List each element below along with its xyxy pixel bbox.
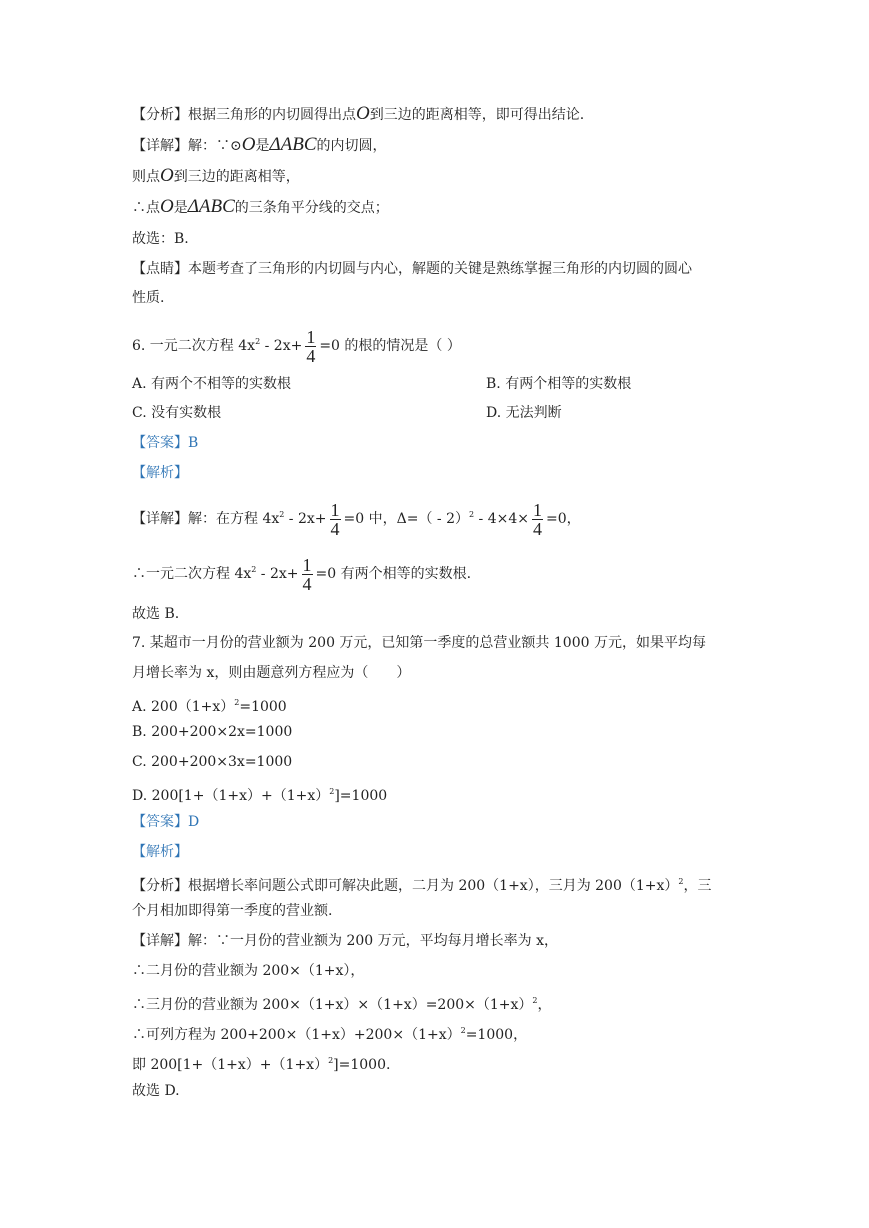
q7-detail-line-5: 即 $200[1+(1+x)+(1+x)^2]=1000$. bbox=[132, 1056, 391, 1073]
q7-detail-line-2: ∴二月份的营业额为 200×（1+x）， bbox=[132, 963, 365, 979]
q7-option-d: D. $200[1+(1+x)+(1+x)^2]=1000$ bbox=[132, 787, 388, 804]
q6-option-d: D. 无法判断 bbox=[486, 405, 562, 421]
q7-option-a: A. $200(1+x)^2=1000$ bbox=[132, 698, 287, 715]
q6-conclusion: ∴一元二次方程 $4x^2 - 2x+$ $\frac{1}{4}$ =0 有两个相等的实数根. bbox=[132, 554, 472, 594]
q5-detail-line-2: 则点O到三边的距离相等， bbox=[132, 165, 300, 186]
q7-answer: 【答案】D bbox=[132, 814, 200, 830]
q6-option-b: B. 有两个相等的实数根 bbox=[486, 376, 632, 392]
q5-choice: 故选：B. bbox=[132, 231, 189, 247]
q6-stem: 6. 一元二次方程 $4x^2 - 2x+$ $\frac{1}{4}$ =0 的根的情况是（ ） bbox=[132, 326, 461, 366]
q7-stem-line-1: 7. 某超市一月份的营业额为 200 万元，已知第一季度的总营业额共 1000 万元，如果平均每 bbox=[132, 635, 706, 651]
q5-detail-line: 【详解】解：∵⊙O是ΔABC的内切圆， bbox=[132, 134, 387, 155]
comment-label: 【点睛】 bbox=[132, 261, 188, 277]
q7-choice: 故选 D. bbox=[132, 1083, 180, 1099]
detail-label: 【详解】 bbox=[132, 138, 188, 154]
fraction-one-quarter: $\frac{1}{4}$ bbox=[306, 326, 316, 366]
fraction-one-quarter: $\frac{1}{4}$ bbox=[533, 499, 542, 539]
q5-detail-line-3: ∴点O是ΔABC的三条角平分线的交点； bbox=[132, 196, 389, 217]
q6-option-a: A. 有两个不相等的实数根 bbox=[132, 376, 292, 392]
analysis-label: 【分析】 bbox=[132, 878, 188, 894]
q7-detail-line-3: ∴三月份的营业额为 $200\times(1+x)\times(1+x)=200\times(1+x)^2$， bbox=[132, 996, 552, 1013]
q5-analysis-line: 【分析】根据三角形的内切圆得出点O到三边的距离相等，即可得出结论. bbox=[132, 103, 585, 124]
q6-option-c: C. 没有实数根 bbox=[132, 405, 222, 421]
point-o: O bbox=[356, 103, 370, 124]
q6-answer: 【答案】B bbox=[132, 435, 199, 451]
q7-option-b: B. 200+200×2x=1000 bbox=[132, 724, 293, 740]
q7-analysis-label: 【解析】 bbox=[132, 844, 188, 860]
q7-detail-line-4: ∴可列方程为 $200+200\times(1+x)+200\times(1+x)^2=1000$， bbox=[132, 1026, 528, 1043]
fraction-one-quarter: $\frac{1}{4}$ bbox=[302, 554, 312, 594]
q6-choice: 故选 B. bbox=[132, 606, 180, 622]
detail-label: 【详解】 bbox=[132, 511, 188, 527]
q7-analysis-line-2: 个月相加即得第一季度的营业额. bbox=[132, 903, 333, 919]
detail-label: 【详解】 bbox=[132, 933, 188, 949]
q6-analysis-label: 【解析】 bbox=[132, 465, 188, 481]
q5-comment-line-2: 性质. bbox=[132, 290, 165, 306]
fraction-one-quarter: $\frac{1}{4}$ bbox=[330, 499, 340, 539]
q5-comment-line: 【点睛】本题考查了三角形的内切圆与内心，解题的关键是熟练掌握三角形的内切圆的圆心 bbox=[132, 261, 692, 277]
q7-analysis-line-1: 【分析】根据增长率问题公式即可解决此题，二月为 200（1+x），三月为 $200(1+x)^2$，三 bbox=[132, 877, 712, 894]
q7-stem-line-2: 月增长率为 x，则由题意列方程应为（ ） bbox=[132, 665, 411, 681]
q7-detail-line-1: 【详解】解：∵一月份的营业额为 200 万元，平均每月增长率为 x， bbox=[132, 933, 558, 949]
q7-option-c: C. 200+200×3x=1000 bbox=[132, 754, 293, 770]
analysis-label: 【分析】 bbox=[132, 107, 188, 123]
q6-detail: 【详解】解：在方程 $4x^2 - 2x+$ $\frac{1}{4}$ =0 中，Δ=（ - 2）$^2$ - 4×4× $\frac{1}{4}$ =0， bbox=[132, 499, 581, 539]
triangle-abc: ΔABC bbox=[269, 134, 317, 155]
